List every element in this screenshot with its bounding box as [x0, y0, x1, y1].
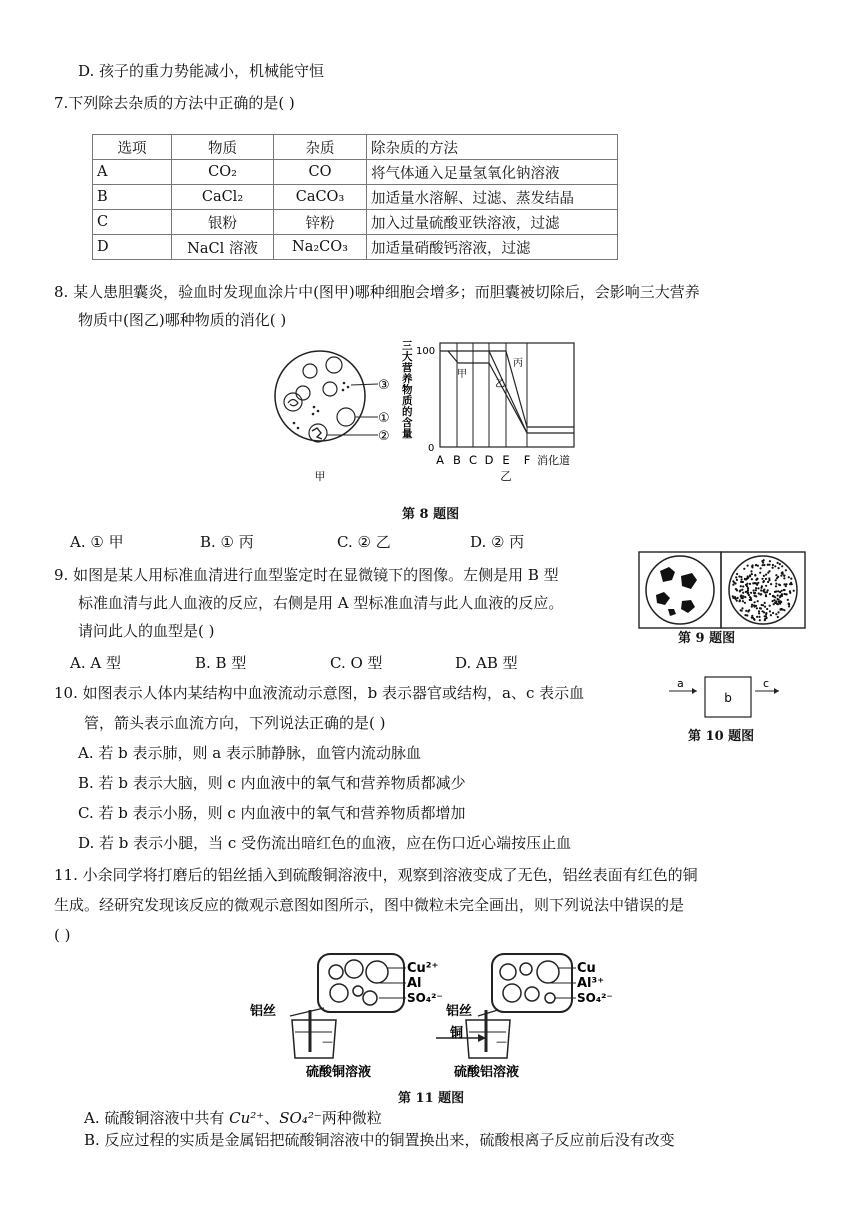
q9-option-a: A. A 型	[70, 654, 121, 672]
curve-label: 乙	[495, 379, 505, 390]
table-cell: 加适量水溶解、过滤、蒸发结晶	[367, 185, 618, 210]
ion-label: SO₄²⁻	[407, 991, 443, 1005]
table-cell: 将气体通入足量氢氧化钠溶液	[367, 160, 618, 185]
figure-11	[250, 950, 620, 1080]
ion-label: Cu²⁺	[407, 961, 439, 976]
y-axis-label: 三大营养物质的含量	[402, 340, 413, 440]
table-header-cell: 选项	[93, 135, 172, 160]
ion-label: Al	[407, 976, 422, 991]
vessel-a-label: a	[677, 677, 684, 690]
wire-label: 铝丝	[446, 1004, 473, 1019]
q9-option-c: C. O 型	[330, 654, 383, 672]
curve-label: 丙	[513, 358, 523, 369]
marker-label: ③	[378, 378, 390, 393]
agglutinated-sample	[646, 556, 714, 624]
table-cell: CaCO₃	[274, 185, 367, 210]
formula-cu: Cu²⁺	[229, 1109, 265, 1127]
q8-option-a: A. ① 甲	[70, 533, 124, 551]
table-header-cell: 杂质	[274, 135, 367, 160]
ion-label: SO₄²⁻	[577, 991, 613, 1005]
q11-stem-line2: 生成。经研究发现该反应的微观示意图如图所示，图中微粒未完全画出，则下列说法中错误的是	[54, 896, 685, 914]
figure-8	[270, 335, 590, 485]
q11-option-a-prefix: A. 硫酸铜溶液中共有	[84, 1109, 230, 1127]
table-cell: CO₂	[172, 160, 274, 185]
solution-label: 硫酸铜溶液	[306, 1065, 372, 1080]
table-cell: 加入过量硫酸亚铁溶液，过滤	[367, 210, 618, 235]
figure-9-caption: 第 9 题图	[678, 631, 736, 646]
table-cell: A	[93, 160, 172, 185]
marker-label: ②	[378, 429, 390, 444]
q10-stem-line2: 管，箭头表示血流方向，下列说法正确的是( )	[84, 714, 386, 732]
table-row	[93, 210, 618, 235]
formula-so4: SO₄²⁻	[279, 1109, 322, 1127]
table-cell: NaCl 溶液	[172, 235, 274, 260]
q10-option-d: D. 若 b 表示小腿，当 c 受伤流出暗红色的血液，应在伤口近心端按压止血	[78, 834, 572, 852]
q11-option-a-suffix: 两种微粒	[321, 1109, 382, 1127]
q10-stem-line1: 10. 如图表示人体内某结构中血液流动示意图，b 表示器官或结构，a、c 表示血	[54, 684, 585, 702]
ion-label: Al³⁺	[577, 976, 605, 991]
figure-sublabel: 乙	[500, 469, 512, 483]
x-tick-label: F	[523, 453, 531, 467]
q9-stem-line3: 请问此人的血型是( )	[78, 622, 215, 640]
y-tick-100: 100	[416, 346, 436, 357]
table-row	[93, 235, 618, 260]
copper-label: 铜	[450, 1026, 464, 1041]
figure-sublabel: 甲	[314, 470, 326, 483]
blood-smear	[275, 351, 390, 483]
svg-text:—: —	[322, 1035, 333, 1048]
table-cell: CO	[274, 160, 367, 185]
table-header-cell: 除杂质的方法	[367, 135, 618, 160]
table-cell: B	[93, 185, 172, 210]
figure-10-caption: 第 10 题图	[688, 729, 755, 744]
digestion-chart	[402, 340, 574, 483]
table-cell: 锌粉	[274, 210, 367, 235]
q11-stem-line3: ( )	[54, 926, 71, 944]
figure-10	[665, 675, 785, 723]
x-axis-label: 消化道	[537, 454, 570, 467]
table-cell: 加适量硝酸钙溶液，过滤	[367, 235, 618, 260]
x-tick-label: B	[453, 453, 461, 467]
table-cell: D	[93, 235, 172, 260]
figure-9	[638, 551, 808, 631]
q7-stem: 7.下列除去杂质的方法中正确的是( )	[54, 94, 295, 112]
q8-stem-line2: 物质中(图乙)哪种物质的消化( )	[78, 311, 287, 329]
q9-stem-line2: 标准血清与此人血液的反应，右侧是用 A 型标准血清与此人血液的反应。	[78, 594, 564, 612]
q9-option-d: D. AB 型	[455, 654, 518, 672]
x-tick-label: C	[468, 453, 478, 467]
q9-option-b: B. B 型	[195, 654, 247, 672]
q7-options-table	[92, 134, 618, 260]
curve-label: 甲	[457, 369, 467, 380]
table-row	[93, 185, 618, 210]
q8-option-c: C. ② 乙	[337, 533, 391, 551]
svg-text:—: —	[496, 1035, 507, 1048]
table-cell: C	[93, 210, 172, 235]
x-tick-label: E	[502, 453, 510, 467]
solution-label: 硫酸铝溶液	[454, 1065, 520, 1080]
table-row	[93, 160, 618, 185]
y-tick-0: 0	[428, 443, 435, 454]
figure-8-caption: 第 8 题图	[402, 507, 460, 522]
table-header-row	[93, 135, 618, 160]
non-agglutinated-sample	[729, 556, 797, 624]
q10-option-a: A. 若 b 表示肺，则 a 表示肺静脉，血管内流动脉血	[78, 744, 421, 762]
before-reaction	[250, 954, 443, 1080]
after-reaction	[446, 954, 613, 1080]
q10-option-c: C. 若 b 表示小肠，则 c 内血液中的氧气和营养物质都增加	[78, 804, 466, 822]
x-tick-label: A	[436, 453, 444, 467]
q8-stem-line1: 8. 某人患胆囊炎，验血时发现血涂片中(图甲)哪种细胞会增多；而胆囊被切除后，会影响三大营养	[54, 283, 700, 301]
table-header-cell: 物质	[172, 135, 274, 160]
structure-b-label: b	[724, 691, 732, 705]
q8-option-b: B. ① 丙	[200, 533, 254, 551]
figure-11-caption: 第 11 题图	[398, 1091, 465, 1106]
q11-option-a-separator: 、	[264, 1109, 280, 1127]
q11-stem-line1: 11. 小余同学将打磨后的铝丝插入到硫酸铜溶液中，观察到溶液变成了无色，铝丝表面有红色的铜	[54, 866, 698, 884]
table-cell: 银粉	[172, 210, 274, 235]
table-cell: Na₂CO₃	[274, 235, 367, 260]
q11-option-a	[84, 1107, 382, 1129]
q10-option-b: B. 若 b 表示大脑，则 c 内血液中的氧气和营养物质都减少	[78, 774, 466, 792]
q6-option-d: D. 孩子的重力势能减小，机械能守恒	[78, 62, 325, 80]
q11-option-b: B. 反应过程的实质是金属铝把硫酸铜溶液中的铜置换出来，硫酸根离子反应前后没有改变	[84, 1131, 675, 1149]
x-tick-label: D	[484, 453, 494, 467]
ion-label: Cu	[577, 961, 596, 976]
table-cell: CaCl₂	[172, 185, 274, 210]
q9-stem-line1: 9. 如图是某人用标准血清进行血型鉴定时在显微镜下的图像。左侧是用 B 型	[54, 566, 559, 584]
q8-option-d: D. ② 丙	[470, 533, 525, 551]
marker-label: ①	[378, 411, 390, 426]
vessel-c-label: c	[763, 677, 770, 690]
wire-label: 铝丝	[250, 1004, 277, 1019]
